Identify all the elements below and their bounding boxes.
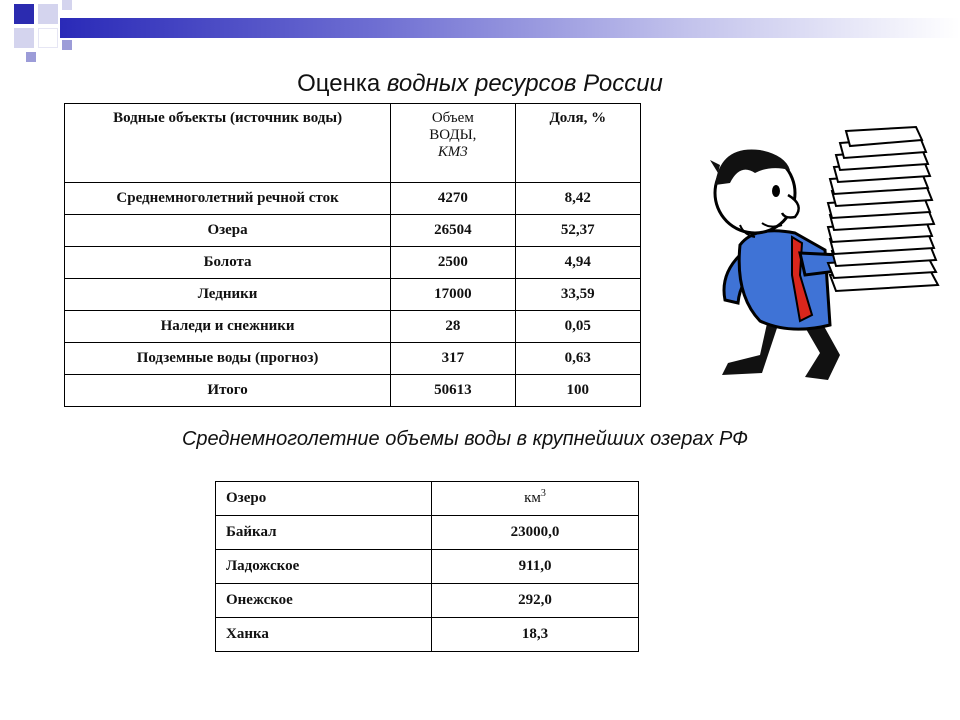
row-share: 52,37 xyxy=(515,215,640,247)
table-header-row xyxy=(65,104,641,183)
header-share: Доля, % xyxy=(515,104,640,183)
table-row xyxy=(65,343,641,375)
decor-square xyxy=(26,52,36,62)
header-volume xyxy=(391,104,515,183)
header-lake: Озеро xyxy=(216,482,432,516)
header-object: Водные объекты (источник воды) xyxy=(65,104,391,183)
table-row xyxy=(65,311,641,343)
row-name: Озера xyxy=(65,215,391,247)
row-name: Ледники xyxy=(65,279,391,311)
row-volume: 911,0 xyxy=(432,550,639,584)
row-volume: 17000 xyxy=(391,279,515,311)
row-name: Итого xyxy=(65,375,391,407)
row-volume: 317 xyxy=(391,343,515,375)
decor-square xyxy=(38,4,58,24)
row-volume: 2500 xyxy=(391,247,515,279)
decor-square xyxy=(38,28,58,48)
row-share: 0,05 xyxy=(515,311,640,343)
table-row xyxy=(65,247,641,279)
header-unit-exp: 3 xyxy=(540,488,546,499)
decor-square xyxy=(14,4,34,24)
header-volume-unit: КМ3 xyxy=(437,144,468,160)
table-row xyxy=(216,584,639,618)
header-unit-base: км xyxy=(524,490,541,506)
row-name: Болота xyxy=(65,247,391,279)
decor-square xyxy=(62,40,72,50)
row-volume: 23000,0 xyxy=(432,516,639,550)
row-volume: 4270 xyxy=(391,183,515,215)
table-row xyxy=(65,183,641,215)
row-share: 33,59 xyxy=(515,279,640,311)
row-name: Подземные воды (прогноз) xyxy=(65,343,391,375)
table-row xyxy=(216,550,639,584)
row-volume: 18,3 xyxy=(432,618,639,652)
slide-title xyxy=(0,70,960,98)
row-lake: Байкал xyxy=(216,516,432,550)
row-name: Среднемноголетний речной сток xyxy=(65,183,391,215)
decor-square xyxy=(62,0,72,10)
row-share: 8,42 xyxy=(515,183,640,215)
row-lake: Ханка xyxy=(216,618,432,652)
row-volume: 292,0 xyxy=(432,584,639,618)
lakes-subtitle: Среднемноголетние объемы воды в крупнейших озерах РФ xyxy=(181,428,749,450)
table-row xyxy=(216,516,639,550)
table-header-row xyxy=(216,482,639,516)
header-gradient-bar xyxy=(60,18,960,38)
row-volume: 26504 xyxy=(391,215,515,247)
header-volume-line2: ВОДЫ, xyxy=(429,127,477,143)
row-lake: Ладожское xyxy=(216,550,432,584)
header-unit xyxy=(432,482,639,516)
row-lake: Онежское xyxy=(216,584,432,618)
table-row xyxy=(65,279,641,311)
lakes-table xyxy=(215,481,639,652)
water-resources-table xyxy=(64,103,641,407)
row-share: 4,94 xyxy=(515,247,640,279)
title-italic: водных ресурсов России xyxy=(386,70,663,97)
row-share: 100 xyxy=(515,375,640,407)
decor-square xyxy=(14,28,34,48)
row-name: Наледи и снежники xyxy=(65,311,391,343)
title-normal: Оценка xyxy=(297,70,387,97)
row-volume: 28 xyxy=(391,311,515,343)
table-row xyxy=(216,618,639,652)
table-row-total xyxy=(65,375,641,407)
row-share: 0,63 xyxy=(515,343,640,375)
table-row xyxy=(65,215,641,247)
header-volume-line1: Объем xyxy=(431,110,474,126)
man-carrying-papers-icon xyxy=(700,125,945,385)
row-volume: 50613 xyxy=(391,375,515,407)
